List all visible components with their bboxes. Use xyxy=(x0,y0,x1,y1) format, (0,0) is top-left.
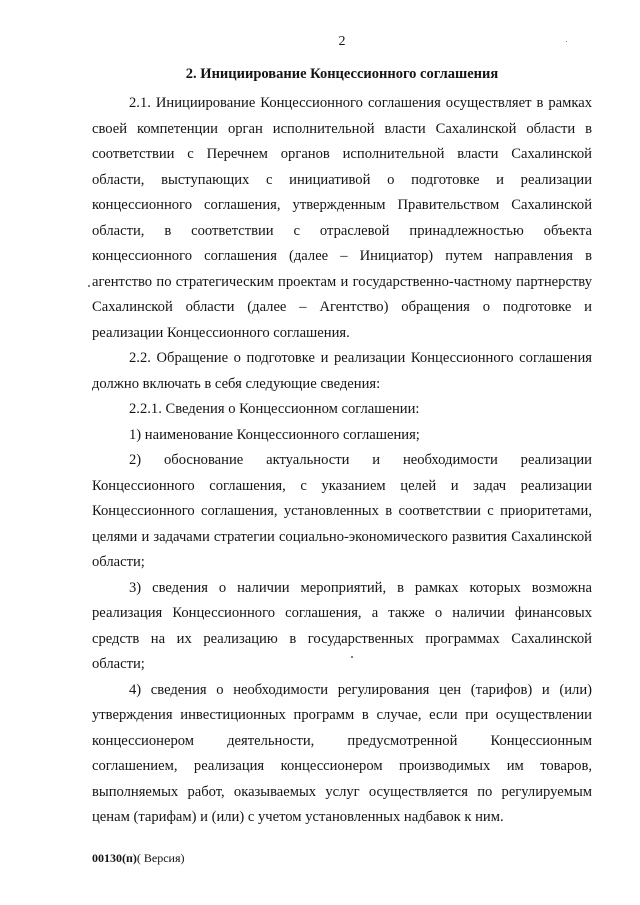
list-item-2: 2) обоснование актуальности и необходимости реализации Концессионного соглашения, с указанием целей и задач реализации Концессионного соглашения, установленных в соответствии с приоритетами, целями и задачами стратегии социально-экономического развития Сахалинской области; xyxy=(92,452,592,570)
paragraph-2-1: 2.1. Инициирование Концессионного соглашения осуществляет в рамках своей компетенции орган исполнительной власти Сахалинской области в соответствии с Перечнем органов исполнительной власти Сахалинской области, выступающих с инициативой о подготовке и реализации концессионного соглашения, утвержденным Правительством Сахалинской области, в соответствии с отраслевой принадлежностью объекта концессионного соглашения (далее – Инициатор) путем направления в агентство по стратегическим проектам и государственно-частному партнерству Сахалинской области (далее – Агентство) обращения о подготовке и реализации Концессионного соглашения. xyxy=(92,95,592,341)
list-item-1: 1) наименование Концессионного соглашения; xyxy=(129,426,420,443)
list-item-4: 4) сведения о необходимости регулирования цен (тарифов) и (или) утверждения инвестиционных программ в случае, если при осуществлении концессионером деятельности, предусмотренной Концессионным соглашением, реализация концессионером производимых им товаров, выполняемых работ, оказываемых услуг осуществляется по регулируемым ценам (тарифам) и (или) с учетом установленных надбавок к ним. xyxy=(92,681,592,825)
page-number: 2 xyxy=(338,34,346,49)
document-version: ( Версия) xyxy=(136,851,185,865)
document-footer xyxy=(92,850,185,866)
paragraph-2-2-1: 2.2.1. Сведения о Концессионном соглашении: xyxy=(129,401,420,417)
paragraph-2-2: 2.2. Обращение о подготовке и реализации Концессионного соглашения должно включать в себя следующие сведения: xyxy=(92,350,592,392)
scan-speck xyxy=(566,41,567,42)
document-body xyxy=(92,91,592,831)
document-code: 00130(п) xyxy=(92,851,137,865)
list-item-3: 3) сведения о наличии мероприятий, в рамках которых возможна реализация Концессионного соглашения, а также о наличии финансовых средств на их реализацию в государственных программах Сахалинской области; xyxy=(92,579,592,672)
section-heading: 2. Инициирование Концессионного соглашения xyxy=(185,66,499,82)
scan-speck xyxy=(88,285,90,287)
scan-speck xyxy=(351,656,353,658)
